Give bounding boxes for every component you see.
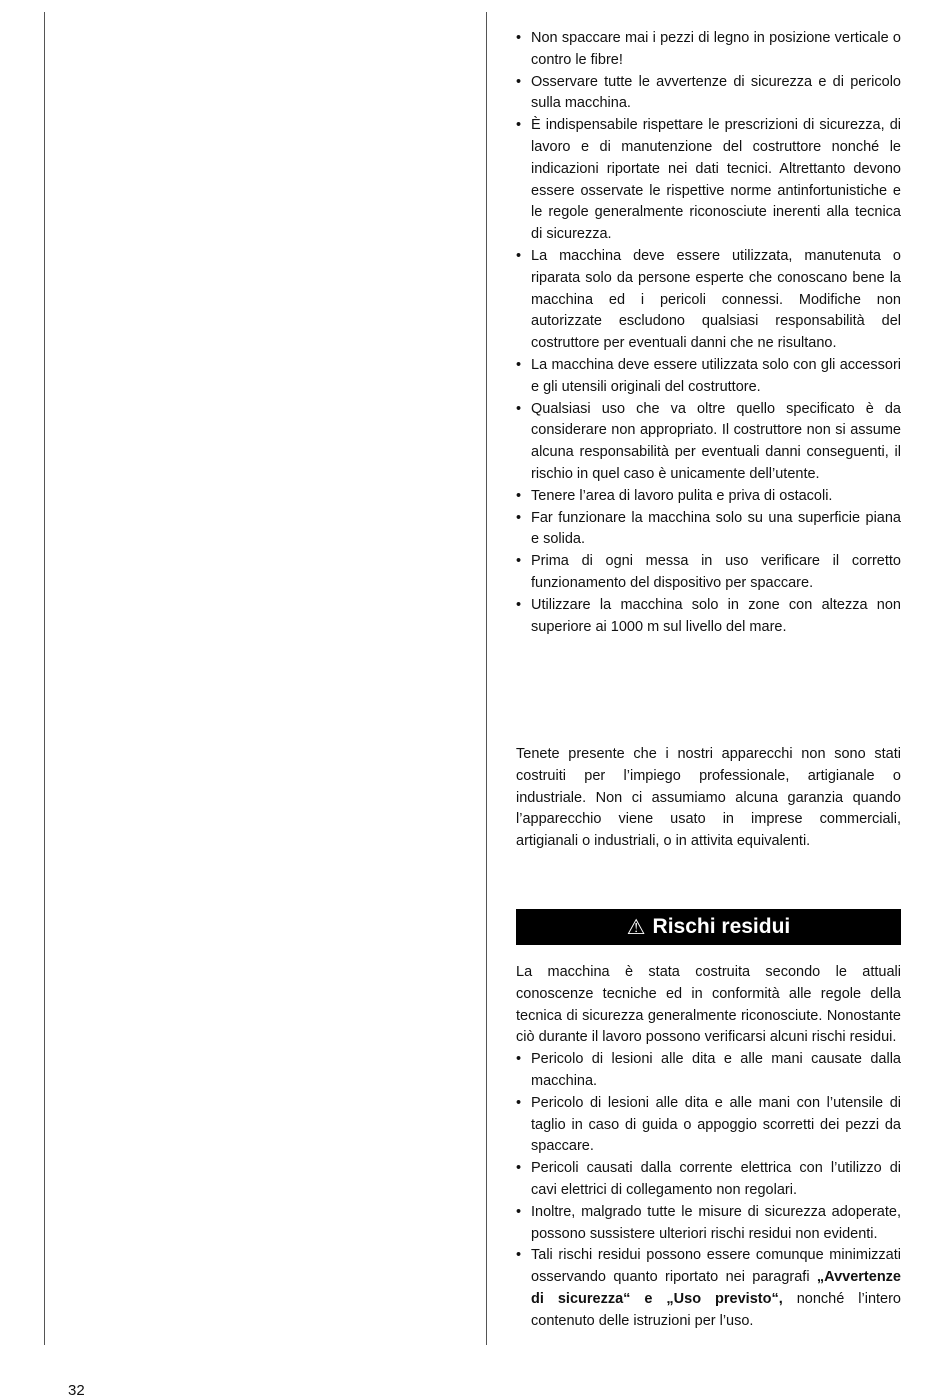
residual-risks-section xyxy=(516,962,901,1333)
list-item: • Pericolo di lesioni alle dita e alle mani causate dalla macchina. xyxy=(516,1049,901,1093)
list-item: • È indispensabile rispettare le prescrizioni di sicurezza, di lavoro e di manutenzione del costruttore nonché le indicazioni riportate nei dati tecnici. Altrettanto devono essere osservate le rispettive norme antinfortunistiche e le regole generalmente riconosciute inerenti alla tecnica di sicurezza. xyxy=(516,115,901,246)
notice-paragraph: Tenete presente che i nostri apparecchi non sono stati costruiti per l’impiego professionale, artigianale o industriale. Non ci assumiamo alcuna garanzia quando l’apparecchio viene usato in imprese commerciali, artigianali o industriali, o in attivita equivalenti. xyxy=(516,746,901,850)
list-item: • La macchina deve essere utilizzata, manutenuta o riparata solo da persone esperte che conoscano bene la macchina ed i pericoli connessi. Modifiche non autorizzate escludono qualsiasi responsabilità del costruttore per eventuali danni che ne risultano. xyxy=(516,246,901,355)
list-item xyxy=(516,1245,901,1332)
list-item: • Utilizzare la macchina solo in zone con altezza non superiore ai 1000 m sul livello del mare. xyxy=(516,595,901,639)
safety-bullet-list xyxy=(516,28,901,638)
list-item: • Far funzionare la macchina solo su una superficie piana e solida. xyxy=(516,508,901,552)
column-divider-rule xyxy=(486,12,487,1345)
list-item: • Prima di ogni messa in uso verificare il corretto funzionamento del dispositivo per spaccare. xyxy=(516,551,901,595)
list-item: • Qualsiasi uso che va oltre quello specificato è da considerare non appropriato. Il costruttore non si assume alcuna responsabilità per eventuali danni conseguenti, il rischio in quel caso è unicamente dell’utente. xyxy=(516,399,901,486)
page-number: 32 xyxy=(68,1382,85,1399)
list-item: • Inoltre, malgrado tutte le misure di sicurezza adoperate, possono sussistere ulteriori rischi residui non evidenti. xyxy=(516,1202,901,1246)
heading-text: Rischi residui xyxy=(652,915,791,938)
list-item: • La macchina deve essere utilizzata solo con gli accessori e gli utensili originali del costruttore. xyxy=(516,355,901,399)
safety-section xyxy=(516,28,901,638)
notice-section xyxy=(516,744,901,853)
bullet-text-end: nonché l’intero contenuto delle istruzioni per l’uso. xyxy=(531,1290,901,1329)
bullet-text-start: Tali rischi residui possono essere comunque minimizzati osservando quanto riportato nei paragrafi xyxy=(531,1247,901,1286)
list-item: • Osservare tutte le avvertenze di sicurezza e di pericolo sulla macchina. xyxy=(516,72,901,116)
list-item: • Pericolo di lesioni alle dita e alle mani con l’utensile di taglio in caso di guida o appoggio scorretti dei pezzi da spaccare. xyxy=(516,1093,901,1158)
list-item: • Tenere l’area di lavoro pulita e priva di ostacoli. xyxy=(516,486,901,508)
left-margin-rule xyxy=(44,12,45,1345)
list-item: • Pericoli causati dalla corrente elettrica con l’utilizzo di cavi elettrici di collegamento non regolari. xyxy=(516,1158,901,1202)
warning-triangle-icon: ⚠ xyxy=(626,915,646,939)
residual-risks-heading xyxy=(516,909,901,945)
list-item: • Non spaccare mai i pezzi di legno in posizione verticale o contro le fibre! xyxy=(516,28,901,72)
residual-risks-list xyxy=(516,1049,901,1332)
residual-risks-intro: La macchina è stata costruita secondo le attuali conoscenze tecniche ed in conformità alle regole della tecnica di sicurezza generalmente riconosciute. Nonostante ciò durante il lavoro possono verificarsi alcuni rischi residui. xyxy=(516,964,901,1046)
bullet-text-bold: „Avvertenze di sicurezza“ e „Uso previsto“, xyxy=(531,1269,901,1307)
